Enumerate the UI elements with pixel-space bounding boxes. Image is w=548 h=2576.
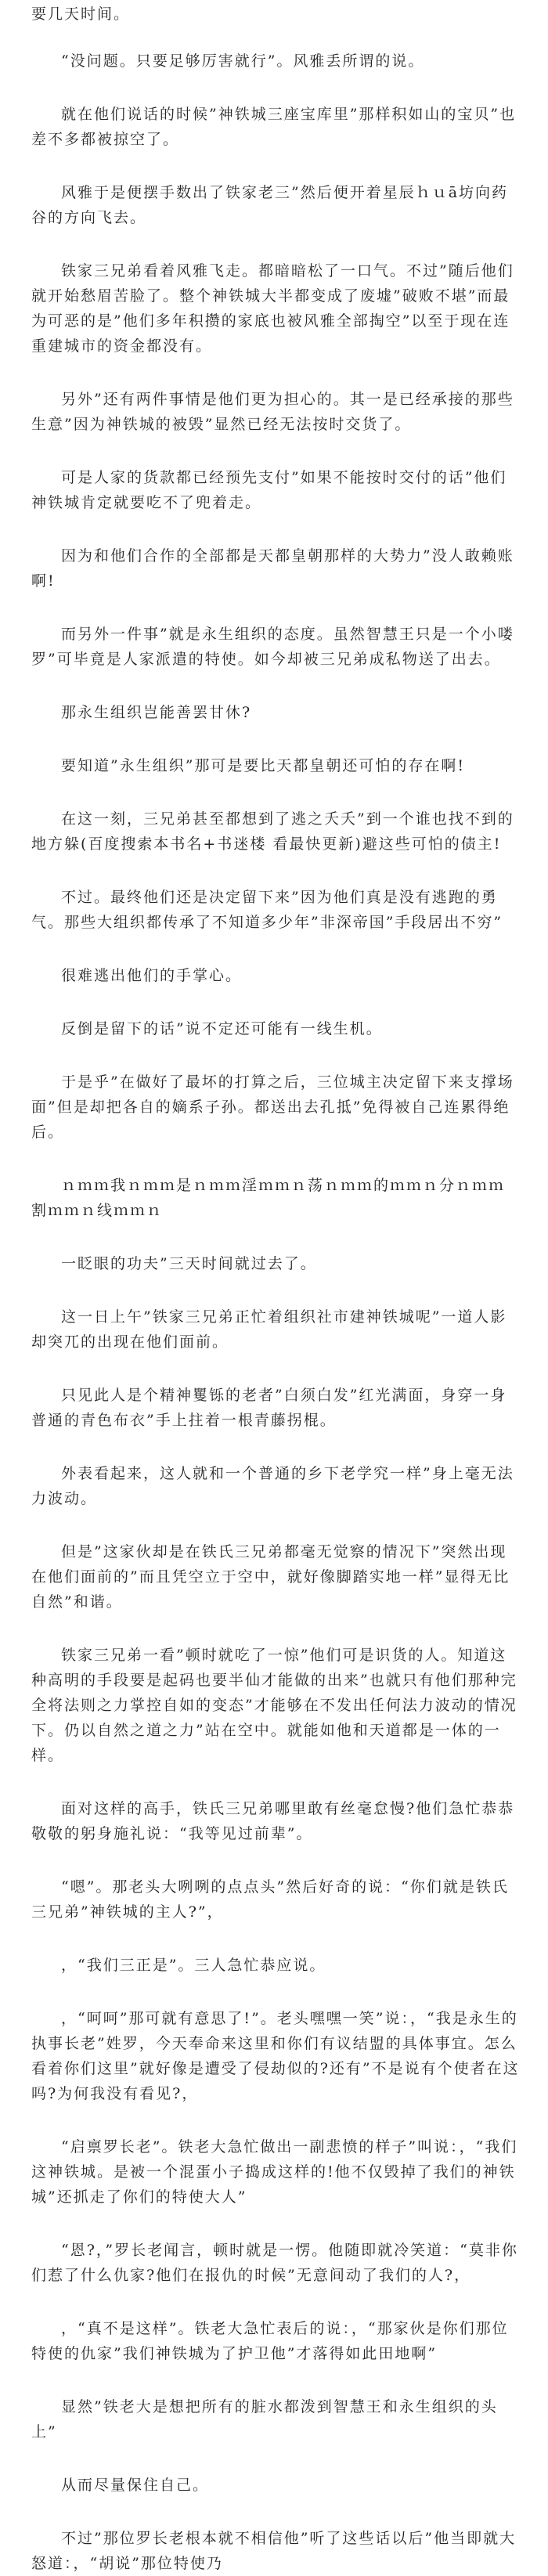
paragraph: 只见此人是个精神矍铄的老者”白须白发”红光满面，身穿一身普通的青色布衣”手上拄着一根青藤拐棍。: [31, 1387, 507, 1429]
paragraph: “嗯”。那老头大咧咧的点点头”然后好奇的说：“你们就是铁氏三兄弟”神铁城的主人?”，: [31, 1878, 509, 1921]
separator-text: ｎｍｍ我ｎｍｍ是ｎｍｍ淫ｍｍｎ荡ｎｍｍ的ｍｍｎ分ｎｍｍ割ｍｍｎ线ｍｍｎ: [31, 1177, 506, 1219]
paragraph: 要几天时间。: [31, 5, 131, 23]
paragraph: 风雅于是便摆手数出了铁家老三”然后便开着星辰ｈｕā坊向药谷的方向飞去。: [31, 184, 509, 226]
paragraph: 要知道”永生组织”那可是要比天都皇朝还可怕的存在啊!: [61, 757, 466, 774]
paragraph: ，“呵呵”那可就有意思了!”。老头嘿嘿一笑”说：，“我是永生的执事长老”姓罗，今天奉命来这里和你们有议结盟的具体事宜。怎么看着你们这里”就好像是遭受了侵劫似的?还有”不是说有个使者在这吗?为何我没有看见?，: [31, 2010, 520, 2102]
paragraph: 从而尽量保住自己。: [61, 2477, 210, 2494]
paragraph: 外表看起来，这人就和一个普通的乡下老学究一样”身上毫无法力波动。: [31, 1465, 514, 1507]
paragraph: 这一日上午”铁家三兄弟正忙着组织社市建神铁城呢”一道人影却突兀的出现在他们面前。: [31, 1308, 507, 1351]
paragraph: 一眨眼的功夫”三天时间就过去了。: [61, 1255, 317, 1272]
paragraph: “启禀罗长老”。铁老大急忙做出一副悲愤的样子”叫说：，“我们这神铁城。是被一个混蛋小子捣成这样的!他不仅毁掉了我们的神铁城”还抓走了你们的特使大人”: [31, 2138, 518, 2206]
paragraph: 铁家三兄弟一看”顿时就吃了一惊”他们可是识货的人。知道这种高明的手段要是起码也要半仙才能做的出来”也就只有他们那种完全将法则之力掌控自如的变态”才能够在不发出任何法力波动的情况下。仍以自然之道之力”站在空中。就能如他和天道都是一体的一样。: [31, 1647, 517, 1764]
paragraph: ，“真不是这样”。铁老大急忙表后的说：，“那家伙是你们那位特使的仇家”我们神铁城为了护卫他”才落得如此田地啊”: [31, 2320, 509, 2362]
paragraph: 因为和他们合作的全部都是天都皇朝那样的大势力”没人敢赖账啊!: [31, 547, 514, 590]
paragraph: 而另外一件事”就是永生组织的态度。虽然智慧王只是一个小喽罗”可毕竟是人家派遣的特使。如今却被三兄弟成私物送了出去。: [31, 626, 514, 668]
paragraph: 反倒是留下的话”说不定还可能有一线生机。: [61, 1020, 383, 1037]
paragraph: ，“我们三正是”。三人急忙恭应说。: [61, 1957, 326, 1974]
paragraph: 很难逃出他们的手掌心。: [61, 967, 243, 984]
paragraph: 不过。最终他们还是决定留下来”因为他们真是没有逃跑的勇气。那些大组织都传承了不知道多少年”非深帝国”手段居出不穷”: [31, 889, 503, 931]
paragraph: “没问题。只要足够厉害就行”。风雅丢所谓的说。: [61, 52, 425, 70]
paragraph: 在这一刻，三兄弟甚至都想到了逃之夭夭”到一个谁也找不到的地方躲(百度搜索本书名+书迷楼 看最快更新)避这些可怕的债主!: [31, 810, 514, 853]
paragraph: 面对这样的高手，铁氏三兄弟哪里敢有丝毫怠慢?他们急忙恭恭敬敬的躬身施礼说：“我等见过前辈”。: [31, 1800, 515, 1842]
paragraph: 但是”这家伙却是在铁氏三兄弟都毫无觉察的情况下”突然出现在他们面前的”而且凭空立于空中，就好像脚踏实地一样”显得无比自然”和谐。: [31, 1543, 510, 1611]
paragraph: 就在他们说话的时候”神铁城三座宝库里”那样积如山的宝贝”也差不多都被掠空了。: [31, 106, 517, 148]
paragraph: 显然”铁老大是想把所有的脏水都泼到智慧王和永生组织的头上”: [31, 2398, 498, 2441]
paragraph: 不过”那位罗长老根本就不相信他”听了这些话以后”他当即就大怒道：，“胡说”那位特使乃: [31, 2530, 517, 2572]
paragraph: “恩?，”罗长老闻言，顿时就是一愣。他随即就冷笑道：“莫非你们惹了什么仇家?他们在报仇的时候”无意间动了我们的人?，: [31, 2242, 518, 2284]
paragraph: 可是人家的货款都已经预先支付”如果不能按时交付的话”他们神铁城肯定就要吃不了兜着走。: [31, 469, 507, 511]
paragraph: 另外”还有两件事情是他们更为担心的。其一是已经承接的那些生意”因为神铁城的被毁”显然已经无法按时交货了。: [31, 391, 514, 433]
paragraph: 那永生组织岂能善罢甘休?: [61, 704, 252, 721]
paragraph: 铁家三兄弟看着风雅飞走。都暗暗松了一口气。不过”随后他们就开始愁眉苦脸了。整个神铁城大半都变成了废墟”破败不堪”而最为可恶的是”他们多年积攒的家底也被风雅全部掏空”以至于现在连重建城市的资金都没有。: [31, 262, 514, 355]
paragraph: 于是乎”在做好了最坏的打算之后，三位城主决定留下来支撑场面”但是却把各自的嫡系子孙。都送出去孔抵”免得被自己连累得绝后。: [31, 1073, 514, 1141]
